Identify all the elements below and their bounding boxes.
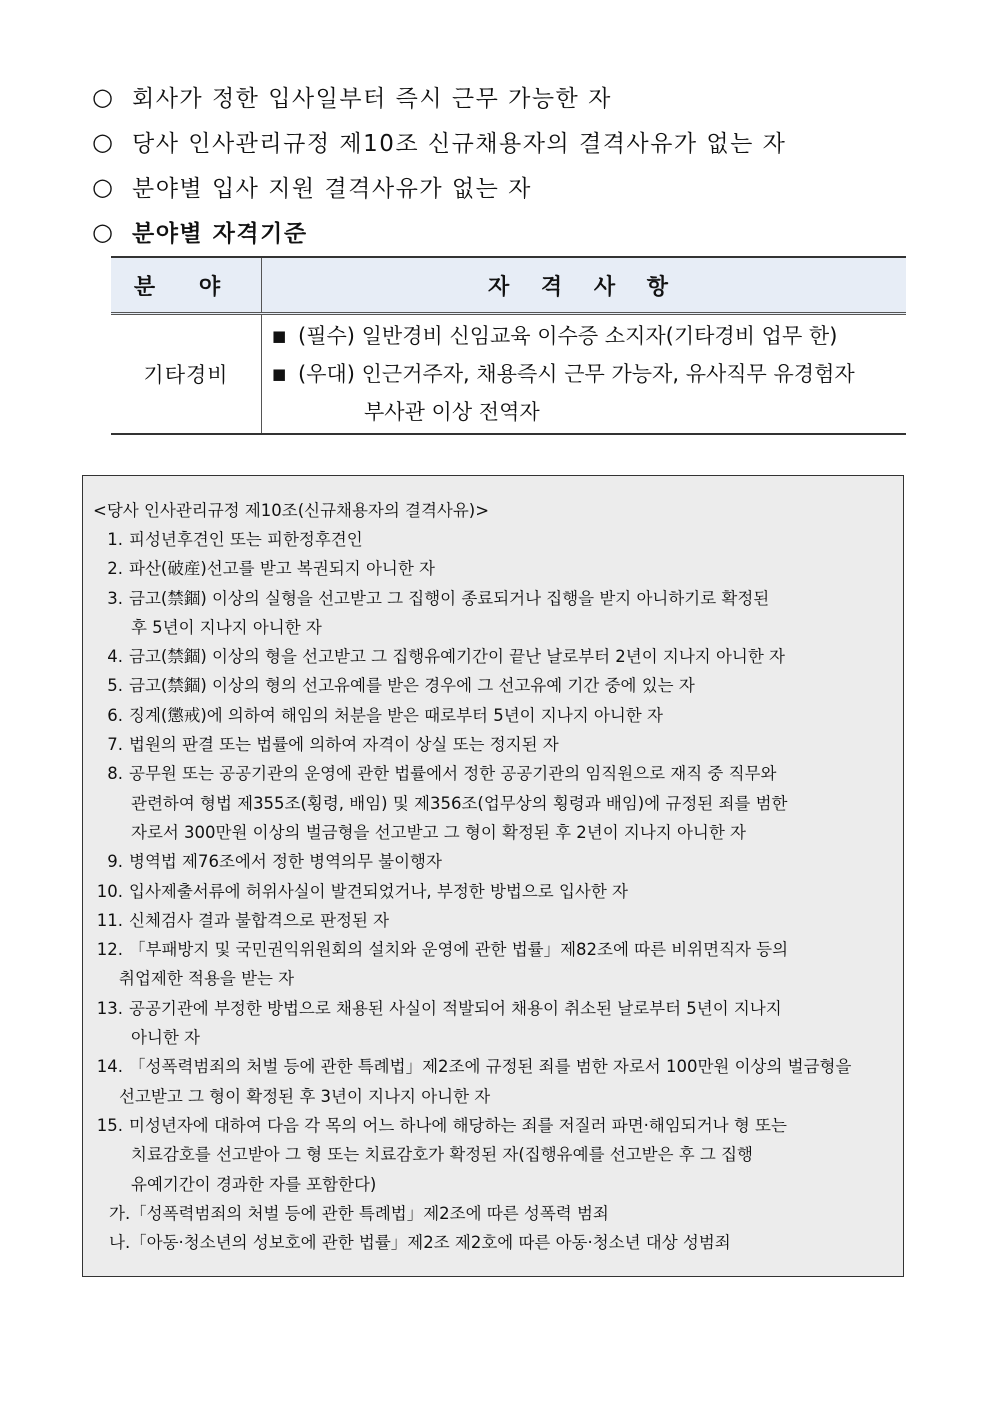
square-bullet-icon: ■ (272, 327, 287, 345)
item-number: 12. (96, 940, 123, 960)
circle-bullet-icon: ○ (92, 127, 115, 156)
item-number: 6. (107, 705, 123, 725)
item-text: 파산(破産)선고를 받고 복권되지 아니한 자 (129, 559, 435, 579)
list-item (93, 847, 895, 876)
item-continuation: 자로서 300만원 이상의 벌금형을 선고받고 그 형이 확정된 후 2년이 지나지 아니한 자 (131, 822, 746, 842)
list-item (93, 525, 895, 554)
requirement-text: 분야별 입사 지원 결격사유가 없는 자 (132, 176, 532, 202)
item-text: 징계(懲戒)에 의하여 해임의 처분을 받은 때로부터 5년이 지나지 아니한 자 (129, 705, 663, 725)
regulation-list (93, 525, 895, 1199)
requirement-item (92, 119, 786, 164)
list-item (93, 906, 895, 935)
list-item (93, 701, 895, 730)
list-item (93, 671, 895, 700)
requirement-item (92, 74, 786, 119)
item-text: 신체검사 결과 불합격으로 판정된 자 (129, 910, 390, 930)
qualification-text: (필수) 일반경비 신임교육 이수증 소지자(기타경비 업무 한) (298, 324, 838, 348)
item-text: 금고(禁錮) 이상의 형을 선고받고 그 집행유예기간이 끝난 날로부터 2년이 지나지 아니한 자 (129, 647, 785, 667)
item-number: 1. (107, 530, 123, 549)
item-number: 15. (96, 1115, 123, 1135)
item-continuation: 선고받고 그 형이 확정된 후 3년이 지나지 아니한 자 (119, 1086, 491, 1106)
header-qualifications: 자 격 사 항 (262, 257, 907, 314)
item-text: 금고(禁錮) 이상의 형의 선고유예를 받은 경우에 그 선고유예 기간 중에 있는 자 (129, 676, 695, 696)
item-text: 「성폭력범죄의 처벌 등에 관한 특례법」제2조에 규정된 죄를 범한 자로서 100만원 이상의 벌금형을 (129, 1057, 852, 1077)
circle-bullet-icon: ○ (92, 82, 115, 111)
item-number: 9. (107, 852, 123, 872)
item-text: 공공기관에 부정한 방법으로 채용된 사실이 적발되어 채용이 취소된 날로부터 5년이 지나지 (129, 998, 782, 1018)
field-cell: 기타경비 (111, 314, 262, 435)
item-text: 「부패방지 및 국민권익위원회의 설치와 운영에 관한 법률」제82조에 따른 비위면직자 등의 (129, 940, 789, 960)
circle-bullet-icon: ○ (92, 172, 115, 201)
item-text: 입사제출서류에 허위사실이 발견되었거나, 부정한 방법으로 입사한 자 (129, 881, 628, 901)
table-row (111, 314, 906, 435)
qualification-continuation: 부사관 이상 전역자 (364, 400, 540, 424)
list-item (93, 1052, 895, 1081)
qualification-item (272, 355, 906, 393)
item-number: 14. (96, 1057, 123, 1077)
requirement-heading-text: 분야별 자격기준 (132, 221, 308, 247)
item-number: 10. (96, 881, 123, 901)
qualification-table (111, 256, 906, 435)
item-text: 법원의 판결 또는 법률에 의하여 자격이 상실 또는 정지된 자 (129, 735, 559, 755)
list-item (93, 877, 895, 906)
circle-bullet-icon: ○ (92, 217, 115, 246)
item-continuation: 유예기간이 경과한 자를 포함한다) (131, 1174, 377, 1194)
item-number: 13. (96, 998, 123, 1018)
square-bullet-icon: ■ (272, 365, 287, 383)
item-continuation: 취업제한 적용을 받는 자 (119, 969, 295, 989)
requirements-list (92, 74, 786, 254)
item-number: 7. (107, 735, 123, 755)
table-header-row (111, 257, 906, 314)
qualification-item (272, 317, 906, 355)
requirement-item-heading (92, 209, 786, 254)
item-text: 공무원 또는 공공기관의 운영에 관한 법률에서 정한 공공기관의 임직원으로 재직 중 직무와 (129, 764, 777, 784)
item-text: 금고(禁錮) 이상의 실형을 선고받고 그 집행이 종료되거나 집행을 받지 아니하기로 확정된 (129, 588, 770, 608)
item-number: 4. (107, 647, 123, 667)
item-number: 8. (107, 764, 123, 784)
regulation-subitem: 나.「아동·청소년의 성보호에 관한 법률」제2조 제2호에 따른 아동·청소년 대상 성범죄 (109, 1233, 731, 1253)
list-item (93, 759, 895, 788)
regulation-title: <당사 인사관리규정 제10조(신규채용자의 결격사유)> (93, 501, 490, 520)
list-item (93, 935, 895, 964)
list-item (93, 730, 895, 759)
requirement-text: 회사가 정한 입사일부터 즉시 근무 가능한 자 (132, 86, 612, 112)
regulation-box (82, 475, 904, 1277)
requirement-text: 당사 인사관리규정 제10조 신규채용자의 결격사유가 없는 자 (132, 131, 787, 157)
regulation-subitem: 가.「성폭력범죄의 처벌 등에 관한 특례법」제2조에 따른 성폭력 범죄 (109, 1203, 609, 1223)
list-item (93, 642, 895, 671)
item-continuation: 관련하여 형법 제355조(횡령, 배임) 및 제356조(업무상의 횡령과 배임)에 규정된 죄를 범한 (131, 793, 788, 813)
qualification-text: (우대) 인근거주자, 채용즉시 근무 가능자, 유사직무 유경험자 (298, 362, 855, 386)
item-number: 2. (107, 559, 123, 579)
item-continuation: 후 5년이 지나지 아니한 자 (131, 617, 322, 637)
item-number: 5. (107, 676, 123, 696)
item-text: 병역법 제76조에서 정한 병역의무 불이행자 (129, 852, 442, 872)
list-item (93, 584, 895, 613)
list-item (93, 1111, 895, 1140)
item-continuation: 치료감호를 선고받아 그 형 또는 치료감호가 확정된 자(집행유예를 선고받은 후 그 집행 (131, 1145, 753, 1165)
list-item (93, 994, 895, 1023)
qualification-cell (262, 314, 907, 435)
item-text: 미성년자에 대하여 다음 각 목의 어느 하나에 해당하는 죄를 저질러 파면·해임되거나 형 또는 (129, 1115, 787, 1135)
item-continuation: 아니한 자 (131, 1028, 201, 1048)
item-text: 피성년후견인 또는 피한정후견인 (129, 530, 363, 549)
list-item (93, 554, 895, 583)
header-field: 분 야 (111, 257, 262, 314)
requirement-item (92, 164, 786, 209)
item-number: 11. (96, 910, 123, 930)
item-number: 3. (107, 588, 123, 608)
